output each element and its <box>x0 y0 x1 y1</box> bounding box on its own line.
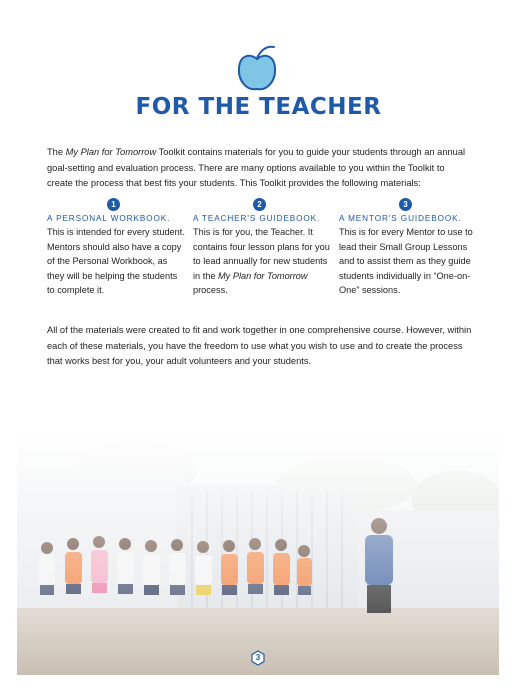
material-heading: A MENTOR'S GUIDEBOOK. <box>339 214 462 223</box>
description-text-end: process. <box>193 285 228 295</box>
intro-paragraph <box>47 145 472 192</box>
description-text-start: This is for you, the Teacher. It contains four lesson plans for you to lead annually for new students in the <box>193 227 330 281</box>
schoolchildren-photo <box>17 430 499 675</box>
apple-icon <box>236 44 278 94</box>
page-number: 3 <box>255 653 261 662</box>
intro-text-start: The <box>47 147 66 157</box>
material-item-workbook <box>47 198 185 298</box>
material-description: This is intended for every student. Mentors should also have a copy of the Personal Workbook, as they will be helping the students to complete it. <box>47 227 185 295</box>
toolkit-name: My Plan for Tomorrow <box>65 147 157 157</box>
material-item-teacher-guidebook <box>193 198 331 298</box>
material-heading: A PERSONAL WORKBOOK. <box>47 214 171 223</box>
intro-text-end: Toolkit contains materials for you to guide your students through an annual goal-setting and evaluation process. There are many options available to you within the Toolkit to create the process that best fits your students. This Toolkit provides the following materials: <box>47 147 466 188</box>
number-badge: 2 <box>253 198 266 211</box>
material-item-mentor-guidebook <box>339 198 477 298</box>
material-description: This is for every Mentor to use to lead their Small Group Lessons and to assist them as they guide students individually in “One-on-One” sessions. <box>339 227 473 295</box>
closing-paragraph: All of the materials were created to fit and work together in one comprehensive course. However, within each of these materials, you have the freedom to use what you wish to use and to create the process that works best for you, your adult volunteers and your students. <box>47 325 472 366</box>
page-title: FOR THE TEACHER <box>135 94 382 120</box>
page-number-badge <box>250 650 266 666</box>
material-description <box>193 225 331 298</box>
number-badge: 3 <box>399 198 412 211</box>
toolkit-name: My Plan for Tomorrow <box>218 270 308 281</box>
material-heading: A TEACHER'S GUIDEBOOK. <box>193 214 321 223</box>
number-badge: 1 <box>107 198 120 211</box>
